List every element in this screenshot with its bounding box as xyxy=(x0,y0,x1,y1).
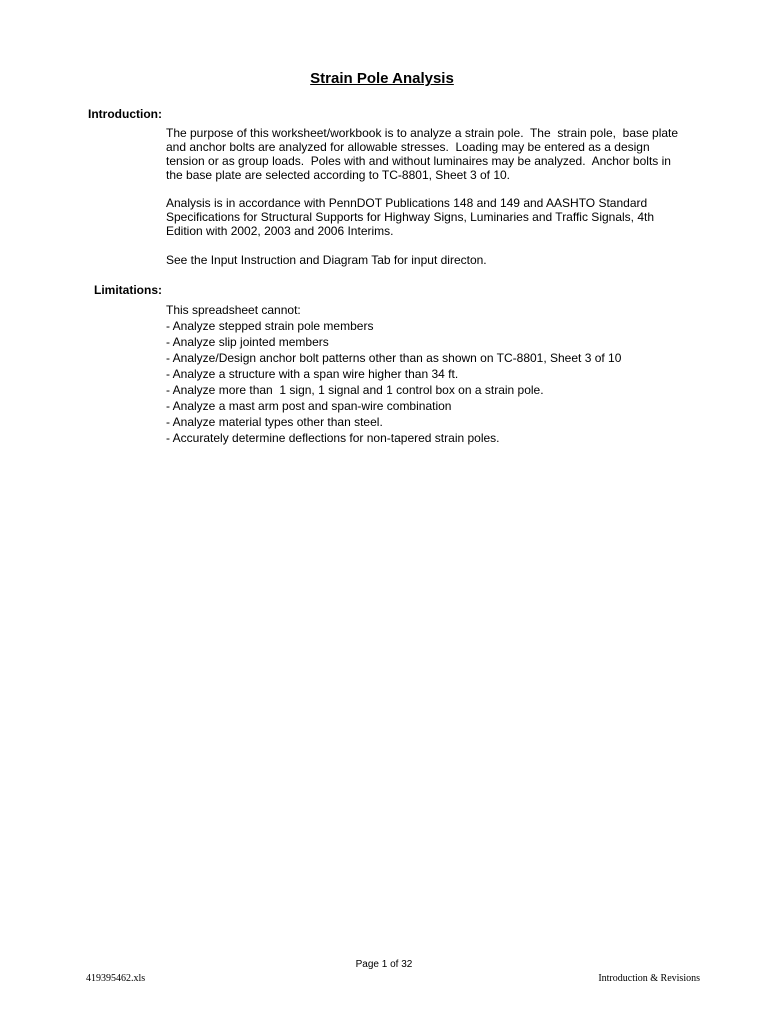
limitations-label: Limitations: xyxy=(94,283,162,297)
text-line: tension or as group loads. Poles with and without luminaires may be analyzed. Anchor bolts in xyxy=(166,154,671,168)
list-item: - Accurately determine deflections for non-tapered strain poles. xyxy=(166,431,500,445)
footer-filename: 419395462.xls xyxy=(86,973,146,984)
footer-sheet-name: Introduction & Revisions xyxy=(598,973,700,984)
page-title: Strain Pole Analysis xyxy=(310,70,454,87)
introduction-paragraph-instructions xyxy=(166,253,706,267)
introduction-paragraph-analysis xyxy=(166,196,706,238)
list-item: - Analyze stepped strain pole members xyxy=(166,319,374,333)
list-item: - Analyze/Design anchor bolt patterns other than as shown on TC-8801, Sheet 3 of 10 xyxy=(166,351,622,365)
text-line: The purpose of this worksheet/workbook is to analyze a strain pole. The strain pole, base plate xyxy=(166,126,679,140)
introduction-label: Introduction: xyxy=(88,107,162,121)
text-line: Specifications for Structural Supports for Highway Signs, Luminaries and Traffic Signals, 4th xyxy=(166,210,655,224)
limitations-list xyxy=(166,302,726,446)
list-item: - Analyze a structure with a span wire higher than 34 ft. xyxy=(166,367,459,381)
text-line: Edition with 2002, 2003 and 2006 Interims. xyxy=(166,224,394,238)
text-line: Analysis is in accordance with PennDOT Publications 148 and 149 and AASHTO Standard xyxy=(166,196,648,210)
text-line: the base plate are selected according to TC-8801, Sheet 3 of 10. xyxy=(166,168,511,182)
introduction-paragraph-purpose xyxy=(166,126,706,182)
list-item: - Analyze a mast arm post and span-wire combination xyxy=(166,399,452,413)
list-item: - Analyze slip jointed members xyxy=(166,335,329,349)
list-item: - Analyze material types other than steel. xyxy=(166,415,383,429)
limitations-intro: This spreadsheet cannot: xyxy=(166,303,301,317)
list-item: - Analyze more than 1 sign, 1 signal and 1 control box on a strain pole. xyxy=(166,383,544,397)
page-number: Page 1 of 32 xyxy=(355,959,413,970)
text-line: and anchor bolts are analyzed for allowable stresses. Loading may be entered as a design xyxy=(166,140,650,154)
text-line: See the Input Instruction and Diagram Tab for input directon. xyxy=(166,253,487,267)
